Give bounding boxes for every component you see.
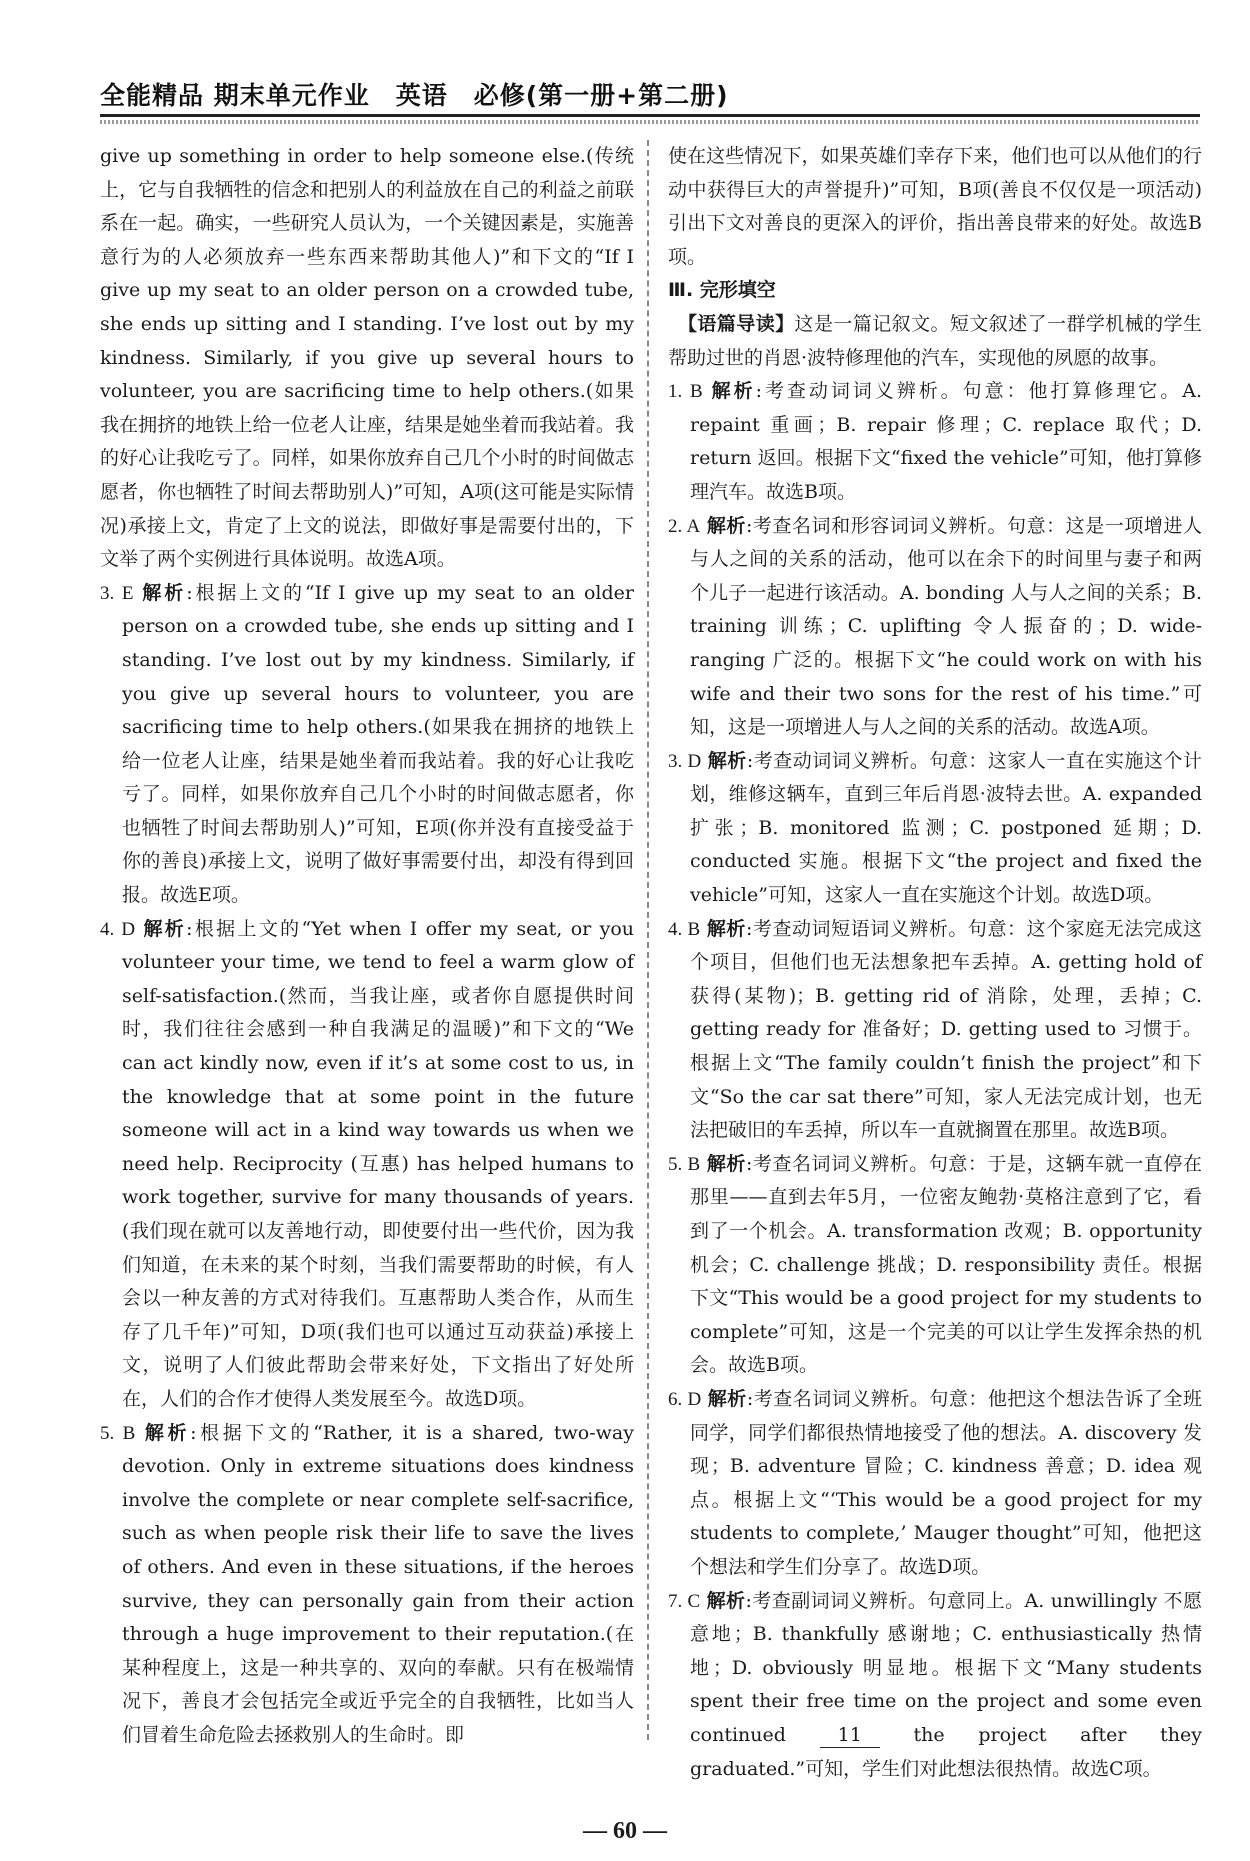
column-divider [647, 140, 649, 1740]
analysis-text: :考查名词和形容词词义辨析。句意：这是一项增进人与人之间的关系的活动，他可以在余下的时间里与妻子和两个儿子一起进行该活动。A. bonding 人与人之间的关系；B. training 训练；C. uplifting 令人振奋的；D. wide-ranging 广泛的。根据下文“he could work on with his wife and their two sons for the rest of his time.”可知，这是一项增进人与人之间的关系的活动。故选A项。 [690, 514, 1202, 739]
right-column [668, 140, 1202, 1786]
answer-number: 6. D [668, 1388, 702, 1410]
header-rule-dotted [100, 120, 1200, 124]
section-title: Ⅲ. 完形填空 [668, 279, 776, 302]
analysis-text: :考查动词短语词义辨析。句意：这个家庭无法完成这个项目，但他们也无法想象把车丢掉。A. getting hold of 获得(某物)；B. getting rid of 消除，处理，丢掉；C. getting ready for 准备好；D. getting used to 习惯于。根据上文“The family couldn’t finish the project”和下文“So the car sat there”可知，家人无法完成计划，也无法把破旧的车丢掉，所以车一直就搁置在那里。故选B项。 [690, 917, 1202, 1142]
answer-number: 5. B [668, 1153, 701, 1175]
answer-item [668, 1383, 1202, 1585]
answer-item [668, 510, 1202, 745]
answer-number: 2. A [668, 515, 701, 537]
analysis-text: :根据上文的“If I give up my seat to an older person on a crowded tube, she ends up sitting and I standing. I’ve lost out by my kindness. Similarly, if you give up several hours to volunteer, you are sacrificing time to help others.(如果我在拥挤的地铁上给一位老人让座，结果是她坐着而我站着。我的好心让我吃亏了。同样，如果你放弃自己几个小时的时间做志愿者，你也牺牲了时间去帮助别人)”可知，E项(你并没有直接受益于你的善良)承接上文，说明了做好事需要付出，却没有得到回报。故选E项。 [122, 581, 634, 907]
right-intro-paragraph: 使在这些情况下，如果英雄们幸存下来，他们也可以从他们的行动中获得巨大的声誉提升)”可知，B项(善良不仅仅是一项活动)引出下文对善良的更深入的评价，指出善良带来的好处。故选B项。 [668, 145, 1202, 268]
analysis-label: 解析 [706, 1589, 746, 1612]
left-intro-paragraph: give up something in order to help someone else.(传统上，它与自我牺牲的信念和把别人的利益放在自己的利益之前联系在一起。确实，一些研究人员认为，一个关键因素是，实施善意行为的人必须放弃一些东西来帮助其他人)”和下文的“If I give up my seat to an older person on a crowded tube, she ends up sitting and I standing. I’ve lost out by my kindness. Similarly, if you give up several hours to volunteer, you are sacrificing time to help others.(如果我在拥挤的地铁上给一位老人让座，结果是她坐着而我站着。我的好心让我吃亏了。同样，如果你放弃自己几个小时的时间做志愿者，你也牺牲了时间去帮助别人)”可知，A项(这可能是实际情况)承接上文，肯定了上文的说法，即做好事是需要付出的，下文举了两个实例进行具体说明。故选A项。 [100, 145, 634, 571]
right-answer-list [668, 375, 1202, 1786]
analysis-label: 解析 [706, 1152, 746, 1175]
analysis-label: 解析 [711, 380, 756, 403]
answer-item [100, 913, 634, 1417]
analysis-label: 解析 [707, 749, 747, 772]
header-rule [100, 114, 1200, 117]
analysis-text: :考查副词词义辨析。句意同上。A. unwillingly 不愿意地；B. thankfully 感谢地；C. enthusiastically 热情地；D. obviously 明显地。根据下文“Many students spent their free time on the project and some even continued [690, 1589, 1202, 1746]
answer-number: 3. E [100, 582, 134, 604]
answer-item [668, 913, 1202, 1148]
analysis-text: :考查动词词义辨析。句意：他打算修理它。A. repaint 重画；B. repair 修理；C. replace 取代；D. return 返回。根据下文“fixed the vehicle”可知，他打算修理汽车。故选B项。 [690, 380, 1202, 503]
answer-item [668, 375, 1202, 509]
analysis-text: :考查名词词义辨析。句意：他把这个想法告诉了全班同学，同学们都很热情地接受了他的想法。A. discovery 发现；B. adventure 冒险；C. kindness 善意；D. idea 观点。根据上文“‘This would be a good project for my students to complete,’ Mauger thought”可知，他把这个想法和学生们分享了。故选D项。 [690, 1387, 1202, 1578]
analysis-label: 解析 [706, 917, 746, 940]
analysis-label: 解析 [142, 581, 187, 604]
page-number: — 60 — [583, 1818, 667, 1844]
reading-guide [668, 308, 1202, 375]
reading-guide-text: 这是一篇记叙文。短文叙述了一群学机械的学生帮助过世的肖恩·波特修理他的汽车，实现他的夙愿的故事。 [668, 312, 1202, 369]
reading-guide-tag: 【语篇导读】 [678, 312, 795, 335]
answer-number: 1. B [668, 381, 703, 403]
left-column [100, 140, 634, 1753]
left-answer-list [100, 577, 634, 1753]
analysis-label: 解析 [143, 917, 187, 940]
analysis-text-continued: the project after they graduated.”可知，学生们对此想法很热情。故选C项。 [690, 1723, 1202, 1780]
answer-item [100, 1417, 634, 1753]
answer-item [668, 1148, 1202, 1383]
answer-item [100, 577, 634, 913]
analysis-label: 解析 [707, 1387, 747, 1410]
answer-number: 5. B [100, 1422, 136, 1444]
answer-item [668, 1585, 1202, 1787]
page-header [100, 72, 1200, 118]
analysis-text: :根据上文的“Yet when I offer my seat, or you volunteer your time, we tend to feel a warm glow of self-satisfaction.(然而，当我让座，或者你自愿提供时间时，我们往往会感到一种自我满足的温暖)”和下文的“We can act kindly now, even if it’s at some cost to us, in the knowledge that at some point in the future someone will act in a kind way towards us when we need help. Reciprocity (互惠) has helped humans to work together, survive for many thousands of years.(我们现在就可以友善地行动，即使要付出一些代价，因为我们知道，在未来的某个时刻，当我们需要帮助的时候，有人会以一种友善的方式对待我们。互惠帮助人类合作，从而生存了几千年)”可知，D项(我们也可以通过互动获益)承接上文，说明了人们彼此帮助会带来好处，下文指出了好处所在，人们的合作才使得人类发展至今。故选D项。 [122, 917, 634, 1410]
analysis-text: :考查动词词义辨析。句意：这家人一直在实施这个计划，维修这辆车，直到三年后肖恩·波特去世。A. expanded 扩张；B. monitored 监测；C. postponed 延期；D. conducted 实施。根据下文“the project and fixed the vehicle”可知，这家人一直在实施这个计划。故选D项。 [690, 749, 1202, 907]
analysis-text: :考查名词词义辨析。句意：于是，这辆车就一直停在那里——直到去年5月，一位密友鲍勃·莫格注意到了它，看到了一个机会。A. transformation 改观；B. opportunity 机会；C. challenge 挑战；D. responsibility 责任。根据下文“This would be a good project for my students to complete”可知，这是一个完美的可以让学生发挥余热的机会。故选B项。 [690, 1152, 1202, 1377]
answer-number: 4. B [668, 918, 701, 940]
answer-number: 4. D [100, 918, 136, 940]
answer-number: 3. D [668, 750, 702, 772]
analysis-label: 解析 [144, 1421, 191, 1444]
header-title: 全能精品 期末单元作业 英语 必修(第一册+第二册) [100, 81, 729, 110]
analysis-text: :根据下文的“Rather, it is a shared, two-way devotion. Only in extreme situations does kindness involve the complete or near complete self-sacrifice, such as when people risk their life to save the lives of others. And even in these situations, if the heroes survive, they can personally gain from their action through a huge improvement to their reputation.(在某种程度上，这是一种共享的、双向的奉献。只有在极端情况下，善良才会包括完全或近乎完全的自我牺牲，比如当人们冒着生命危险去拯救别人的生命时。即 [122, 1421, 634, 1746]
answer-number: 7. C [668, 1590, 701, 1612]
analysis-label: 解析 [706, 514, 746, 537]
answer-item [668, 745, 1202, 913]
blank-number: 11 [820, 1723, 880, 1748]
